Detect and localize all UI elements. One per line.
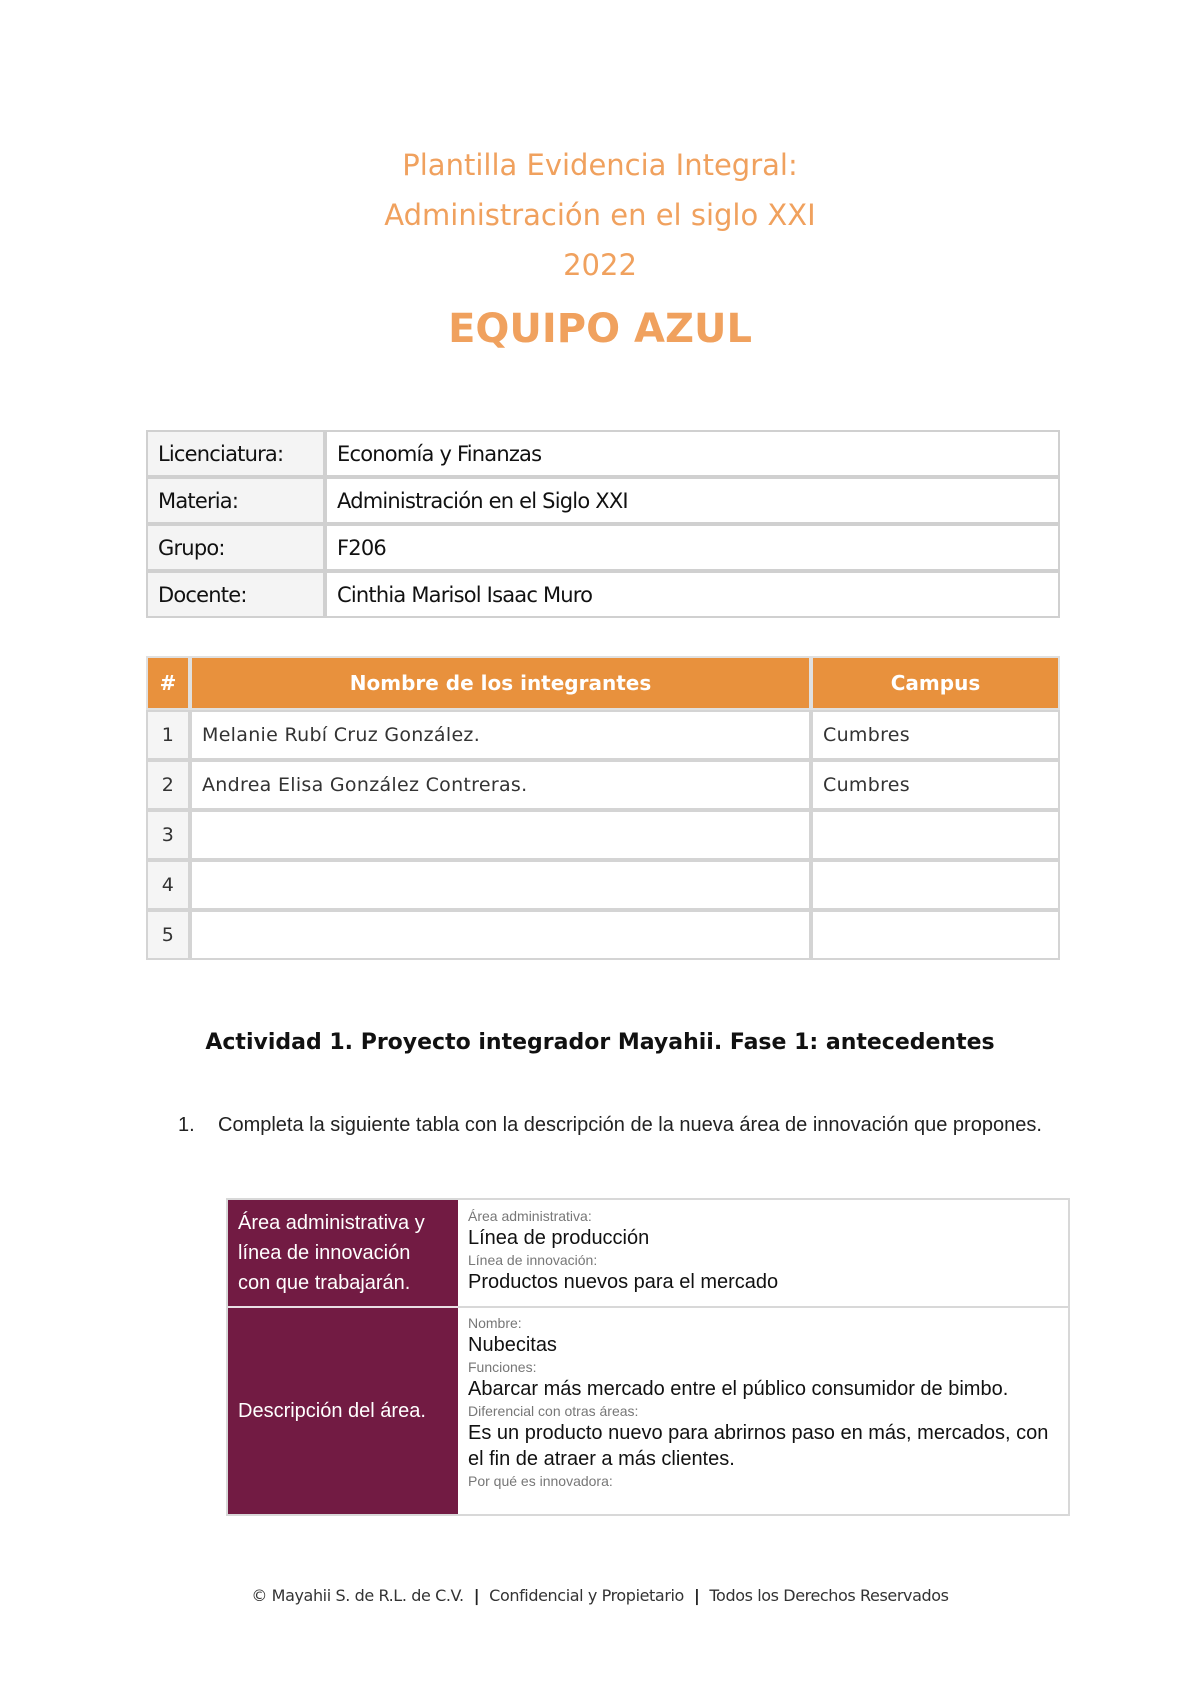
area-row-content	[458, 1308, 1068, 1514]
member-number: 3	[146, 810, 190, 860]
table-row	[146, 760, 1060, 810]
name-value: Nubecitas	[468, 1334, 557, 1356]
instruction-item	[180, 1110, 1060, 1140]
innovation-line-value: Productos nuevos para el mercado	[468, 1271, 779, 1293]
info-row	[146, 430, 1060, 477]
members-table	[146, 656, 1060, 960]
member-number: 2	[146, 760, 190, 810]
member-campus	[811, 860, 1060, 910]
info-label: Materia:	[146, 477, 325, 524]
table-row	[146, 710, 1060, 760]
member-campus: Cumbres	[811, 710, 1060, 760]
instruction-number: 1.	[178, 1114, 195, 1136]
name-label: Nombre:	[468, 1315, 522, 1331]
differential-label: Diferencial con otras áreas:	[468, 1403, 639, 1419]
activity-title: Actividad 1. Proyecto integrador Mayahii. Fase 1: antecedentes	[205, 1030, 995, 1055]
info-row	[146, 477, 1060, 524]
template-title: Plantilla Evidencia Integral:	[402, 148, 798, 182]
info-row	[146, 571, 1060, 618]
admin-area-value: Línea de producción	[468, 1227, 650, 1249]
area-row-admin	[228, 1200, 1068, 1308]
col-campus-header: Campus	[811, 656, 1060, 710]
area-row-description	[228, 1308, 1068, 1514]
document-header	[0, 140, 1200, 364]
info-value: Cinthia Marisol Isaac Muro	[325, 571, 1060, 618]
table-row	[146, 910, 1060, 960]
member-name	[190, 810, 811, 860]
footer-separator: |	[693, 1586, 700, 1605]
member-name	[190, 910, 811, 960]
area-row-header: Área administrativa y línea de innovación con que trabajarán.	[228, 1200, 458, 1308]
area-row-header: Descripción del área.	[228, 1308, 458, 1514]
info-value: F206	[325, 524, 1060, 571]
info-label: Grupo:	[146, 524, 325, 571]
info-value: Economía y Finanzas	[325, 430, 1060, 477]
member-name: Melanie Rubí Cruz González.	[190, 710, 811, 760]
member-number: 1	[146, 710, 190, 760]
table-row	[146, 810, 1060, 860]
team-name: EQUIPO AZUL	[448, 306, 752, 352]
innovation-line-label: Línea de innovación:	[468, 1252, 598, 1268]
member-campus	[811, 910, 1060, 960]
admin-area-label: Área administrativa:	[468, 1208, 592, 1224]
info-table	[146, 430, 1060, 618]
table-row	[146, 860, 1060, 910]
instruction-text: Completa la siguiente tabla con la descripción de la nueva área de innovación que propones.	[218, 1114, 1042, 1136]
functions-label: Funciones:	[468, 1359, 537, 1375]
col-number-header: #	[146, 656, 190, 710]
differential-value: Es un producto nuevo para abrirnos paso en más, mercados, con el fin de atraer a más clientes.	[468, 1422, 1049, 1470]
col-name-header: Nombre de los integrantes	[190, 656, 811, 710]
member-name: Andrea Elisa González Contreras.	[190, 760, 811, 810]
area-row-content	[458, 1200, 1068, 1308]
member-number: 5	[146, 910, 190, 960]
course-title: Administración en el siglo XXI	[384, 198, 816, 232]
info-label: Licenciatura:	[146, 430, 325, 477]
footer-confidential: Confidencial y Propietario	[489, 1586, 684, 1605]
functions-value: Abarcar más mercado entre el público consumidor de bimbo.	[468, 1378, 1009, 1400]
info-row	[146, 524, 1060, 571]
member-campus: Cumbres	[811, 760, 1060, 810]
member-number: 4	[146, 860, 190, 910]
area-table	[226, 1198, 1070, 1516]
info-value: Administración en el Siglo XXI	[325, 477, 1060, 524]
footer-rights: Todos los Derechos Reservados	[709, 1586, 949, 1605]
member-campus	[811, 810, 1060, 860]
year: 2022	[563, 248, 637, 282]
footer-separator: |	[473, 1586, 480, 1605]
info-label: Docente:	[146, 571, 325, 618]
innovative-why-label: Por qué es innovadora:	[468, 1473, 613, 1489]
members-header-row	[146, 656, 1060, 710]
page-footer	[0, 1586, 1200, 1605]
member-name	[190, 860, 811, 910]
footer-copyright: © Mayahii S. de R.L. de C.V.	[251, 1586, 464, 1605]
